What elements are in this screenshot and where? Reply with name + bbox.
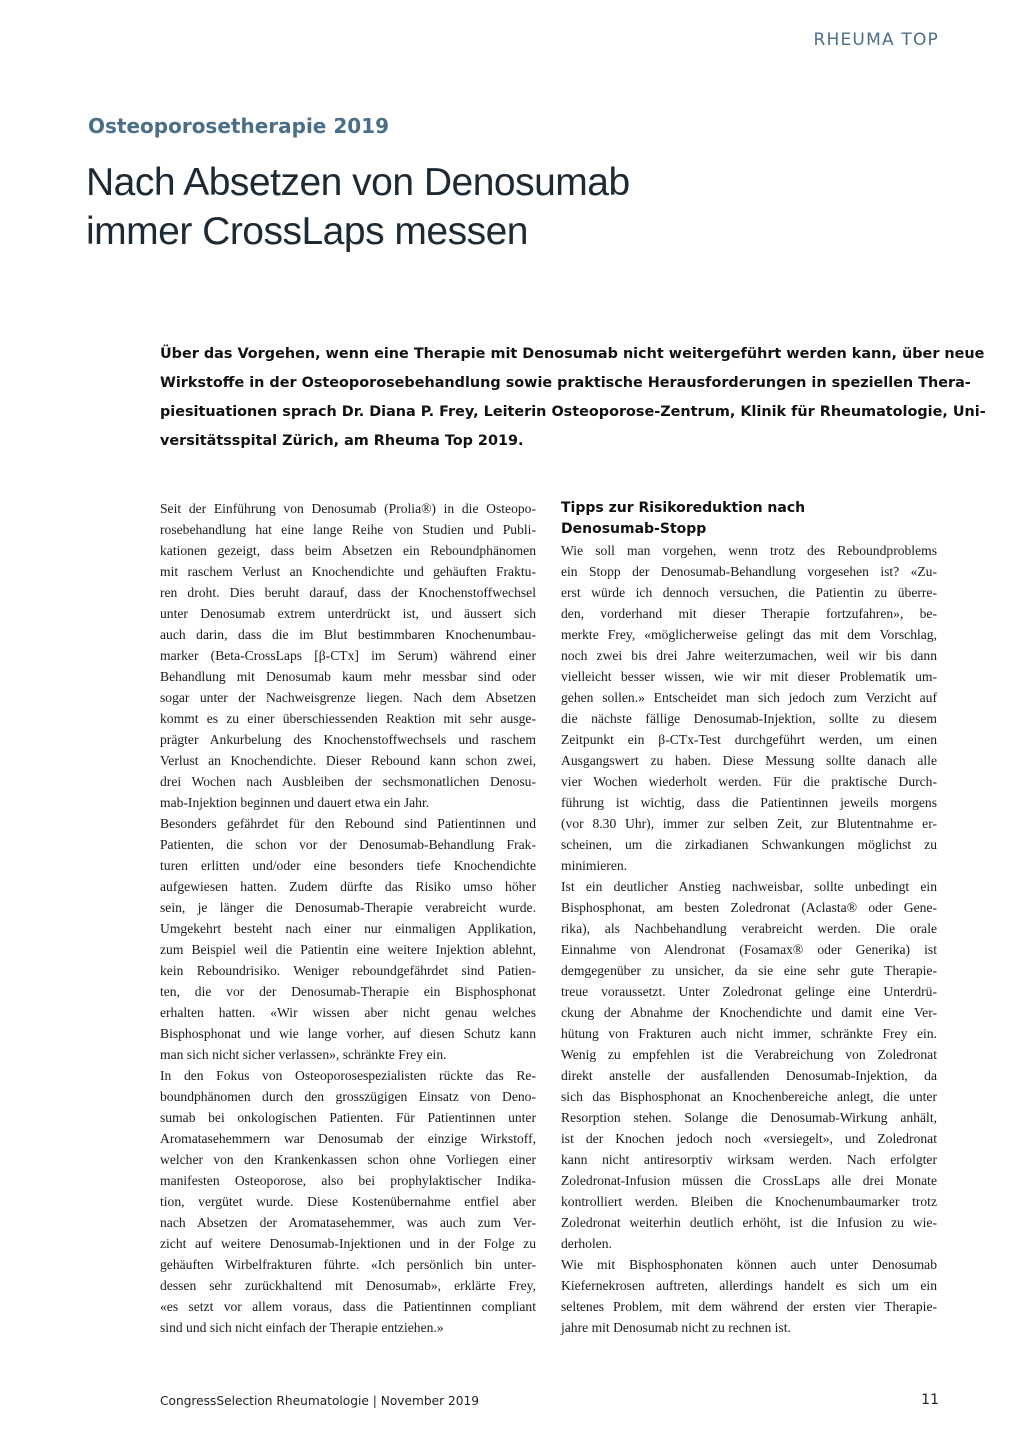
title-line: immer CrossLaps messen (86, 210, 528, 253)
body-line: kontrolliert werden. Bleiben die Knochenumbaumarker trotz (561, 1194, 937, 1209)
body-column-left (160, 498, 536, 1338)
body-line: Wenig zu empfehlen ist die Verabreichung von Zoledronat (561, 1047, 937, 1062)
body-line: aufgewiesen hatten. Zudem dürfte das Risiko umso höher (160, 879, 536, 894)
body-line: rika), als Nachbehandlung verabreicht werden. Die orale (561, 921, 937, 936)
body-line: den, vorderhand mit dieser Therapie fortzufahren», be- (561, 606, 937, 621)
body-line: Besonders gefährdet für den Rebound sind Patientinnen und (160, 816, 536, 831)
body-line: rosebehandlung hat eine lange Reihe von Studien und Publi- (160, 522, 536, 537)
lead-paragraph (160, 340, 986, 456)
body-line: seltenes Problem, mit dem während der ersten vier Therapie- (561, 1299, 937, 1314)
title-line: Nach Absetzen von Denosumab (86, 161, 630, 204)
article-kicker: Osteoporosetherapie 2019 (88, 114, 389, 138)
body-line: Resorption stehen. Solange die Denosumab-Wirkung anhält, (561, 1110, 937, 1125)
body-line: boundphänomen durch den grosszügigen Einsatz von Deno- (160, 1089, 536, 1104)
subheading-line: Denosumab-Stopp (561, 521, 707, 537)
body-line: sumab bei onkologischen Patienten. Für Patientinnen unter (160, 1110, 536, 1125)
body-line: direkt anstelle der ausfallenden Denosumab-Injektion, da (561, 1068, 937, 1083)
body-line: derholen. (561, 1236, 612, 1251)
body-line: Ausgangswert zu haben. Diese Messung sollte danach alle (561, 753, 937, 768)
body-line: kommt es zu einer überschiessenden Reaktion mit sehr ausge- (160, 711, 536, 726)
body-line: (vor 8.30 Uhr), immer zur selben Zeit, zur Blutentnahme er- (561, 816, 937, 831)
section-subheading (561, 498, 937, 540)
body-column-right (561, 498, 937, 1338)
running-head: RHEUMA TOP (813, 30, 939, 50)
body-line: treue voraussetzt. Unter Zoledronat gelinge eine Unterdrü- (561, 984, 937, 999)
body-line: Behandlung mit Denosumab kaum mehr messbar sind oder (160, 669, 536, 684)
body-line: gehäuften Wirbelfrakturen führte. «Ich persönlich bin unter- (160, 1257, 536, 1272)
body-line: turen erlitten und/oder eine besonders tiefe Knochendichte (160, 858, 536, 873)
body-line: manifesten Osteoporose, also bei prophylaktischer Indika- (160, 1173, 536, 1188)
body-line: jahre mit Denosumab nicht zu rechnen ist. (561, 1320, 791, 1335)
body-line: nach Absetzen der Aromatasehemmer, was auch zum Ver- (160, 1215, 536, 1230)
body-line: ist der Knochen jedoch noch «versiegelt», und Zoledronat (561, 1131, 937, 1146)
body-line: prägter Ankurbelung des Knochenstoffwechsels und raschem (160, 732, 536, 747)
body-line: scheinen, um die zirkadianen Schwankungen möglichst zu (561, 837, 937, 852)
body-line: Patienten, die schon vor der Denosumab-Behandlung Frak- (160, 837, 536, 852)
body-line: tion, vergütet wurde. Diese Kostenübernahme entfiel aber (160, 1194, 536, 1209)
body-line: ein Stopp der Denosumab-Behandlung vorgesehen ist? «Zu- (561, 564, 937, 579)
body-line: Umgekehrt besteht nach einer nur einmaligen Applikation, (160, 921, 536, 936)
body-line: erhalten hatten. «Wir wissen aber nicht genau welches (160, 1005, 536, 1020)
body-line: Zoledronat weiterhin deutlich erhöht, ist die Infusion zu wie- (561, 1215, 937, 1230)
body-line: «es setzt vor allem voraus, dass die Patientinnen compliant (160, 1299, 536, 1314)
body-line: Wie soll man vorgehen, wenn trotz des Reboundproblems (561, 543, 937, 558)
body-line: die nächste fällige Denosumab-Injektion, sollte zu diesem (561, 711, 937, 726)
body-line: Zeitpunkt ein β-CTx-Test durchgeführt werden, um einen (561, 732, 937, 747)
body-line: demgegenüber zu unsicher, da sie eine sehr gute Therapie- (561, 963, 937, 978)
body-line: sich das Bisphosphonat an Knochenbereiche anlegt, die unter (561, 1089, 937, 1104)
body-line: Ist ein deutlicher Anstieg nachweisbar, sollte unbedingt ein (561, 879, 937, 894)
footer-publication: CongressSelection Rheumatologie | November 2019 (160, 1394, 480, 1408)
body-line: mit raschem Verlust an Knochendichte und gehäuften Fraktu- (160, 564, 536, 579)
body-line: Bisphosphonat, am besten Zoledronat (Aclasta® oder Gene- (561, 900, 937, 915)
body-line: merkte Frey, «möglicherweise gelingt das mit dem Vorschlag, (561, 627, 937, 642)
body-line: Einnahme von Alendronat (Fosamax® oder Generika) ist (561, 942, 937, 957)
body-line: Seit der Einführung von Denosumab (Prolia®) in die Osteopo- (160, 501, 536, 516)
body-line: Aromatasehemmern war Denosumab der einzige Wirkstoff, (160, 1131, 536, 1146)
body-line: zum Beispiel weil die Patientin eine weitere Injektion ablehnt, (160, 942, 536, 957)
subheading-line: Tipps zur Risikoreduktion nach (561, 500, 806, 516)
body-line: welcher von den Krankenkassen schon ohne Vorliegen einer (160, 1152, 536, 1167)
body-line: Zoledronat-Infusion müssen die CrossLaps alle drei Monate (561, 1173, 937, 1188)
body-line: ckung der Abnahme der Knochendichte und damit eine Ver- (561, 1005, 937, 1020)
body-line: Verlust an Knochendichte. Dieser Rebound kann schon zwei, (160, 753, 536, 768)
body-line: dessen sehr zurückhaltend mit Denosumab», erklärte Frey, (160, 1278, 536, 1293)
body-line: drei Wochen nach Ausbleiben der sechsmonatlichen Denosu- (160, 774, 536, 789)
page-number: 11 (921, 1392, 939, 1408)
body-line: kann nicht antiresorptiv wirksam werden. Nach erfolgter (561, 1152, 937, 1167)
body-line: man sich nicht sicher verlassen», schränkte Frey ein. (160, 1047, 447, 1062)
body-line: marker (Beta-CrossLaps [β-CTx] im Serum) während einer (160, 648, 536, 663)
article-title (86, 158, 630, 256)
body-line: erst würde ich dennoch versuchen, die Patientin zu überre- (561, 585, 937, 600)
body-line: kein Reboundrisiko. Weniger reboundgefährdet sind Patien- (160, 963, 536, 978)
body-line: mab-Injektion beginnen und dauert etwa ein Jahr. (160, 795, 430, 810)
body-line: gehen sollen.» Entscheidet man sich jedoch zum Verzicht auf (561, 690, 937, 705)
lead-line: versitätsspital Zürich, am Rheuma Top 2019. (160, 433, 524, 449)
lead-line: Wirkstoffe in der Osteoporosebehandlung sowie praktische Herausforderungen in speziellen Thera- (160, 375, 971, 391)
body-line: sind und sich nicht einfach der Therapie entziehen.» (160, 1320, 444, 1335)
body-line: noch zwei bis drei Jahre weiterzumachen, weil wir bis dann (561, 648, 937, 663)
body-line: minimieren. (561, 858, 628, 873)
body-line: ren droht. Dies beruht darauf, dass der Knochenstoffwechsel (160, 585, 536, 600)
body-line: führung ist wichtig, dass die Patientinnen jeweils morgens (561, 795, 937, 810)
body-line: Kiefernekrosen auftreten, allerdings handelt es sich um ein (561, 1278, 937, 1293)
body-line: Bisphosphonat und wie lange vorher, auf diesen Schutz kann (160, 1026, 536, 1041)
lead-line: Über das Vorgehen, wenn eine Therapie mit Denosumab nicht weitergeführt werden kann, über neue (160, 346, 985, 362)
body-line: kationen gezeigt, dass beim Absetzen ein Reboundphänomen (160, 543, 536, 558)
body-line: auch darin, dass die im Blut bestimmbaren Knochenumbau- (160, 627, 536, 642)
body-line: unter Denosumab extrem unterdrückt ist, und äussert sich (160, 606, 536, 621)
body-line: zicht auf weitere Denosumab-Injektionen und in der Folge zu (160, 1236, 536, 1251)
body-line: In den Fokus von Osteoporosespezialisten rückte das Re- (160, 1068, 536, 1083)
body-line: sogar unter der Nachweisgrenze liegen. Nach dem Absetzen (160, 690, 536, 705)
body-line: hütung von Frakturen auch nicht immer, schränkte Frey ein. (561, 1026, 937, 1041)
body-line: ten, die vor der Denosumab-Therapie ein Bisphosphonat (160, 984, 536, 999)
body-line: Wie mit Bisphosphonaten können auch unter Denosumab (561, 1257, 937, 1272)
lead-line: piesituationen sprach Dr. Diana P. Frey, Leiterin Osteoporose-Zentrum, Klinik für Rheumatologie, Uni- (160, 404, 986, 420)
body-line: vielleicht besser wissen, wie wir mit dieser Problematik um- (561, 669, 937, 684)
body-line: vier Wochen wiederholt werden. Für die praktische Durch- (561, 774, 937, 789)
body-line: sein, je länger die Denosumab-Therapie verabreicht wurde. (160, 900, 536, 915)
